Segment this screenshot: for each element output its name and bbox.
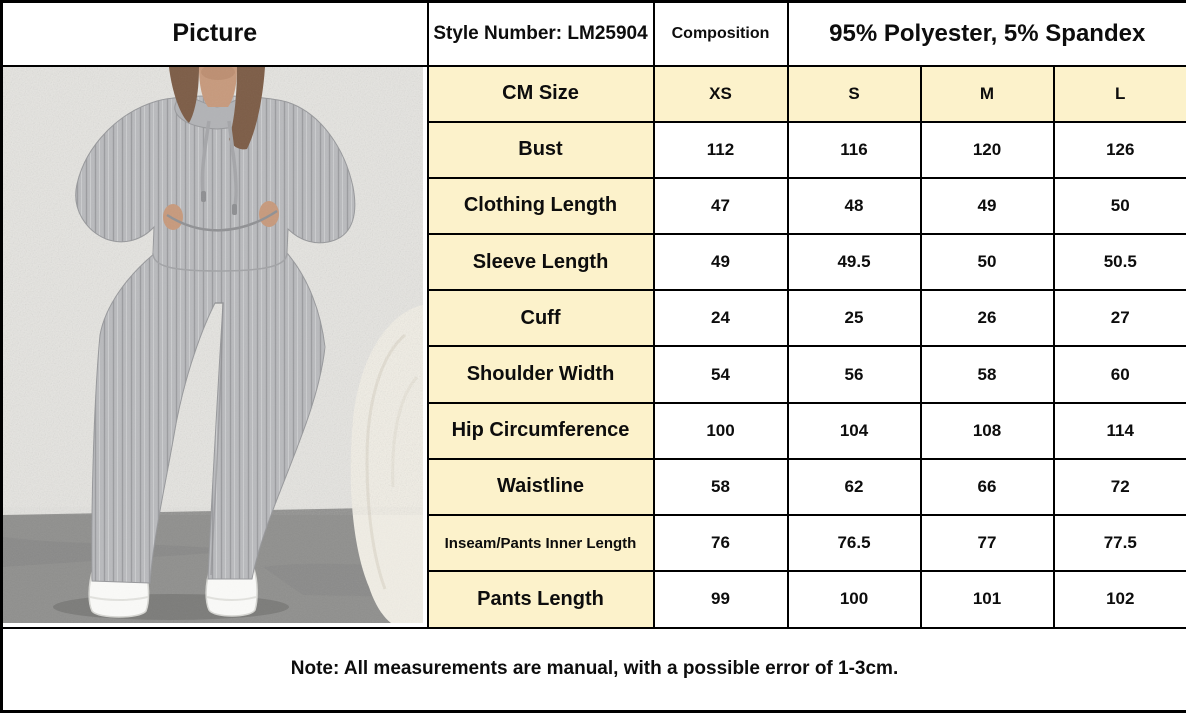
- row-label: Cuff: [428, 290, 654, 346]
- style-number: Style Number: LM25904: [428, 2, 654, 66]
- note-row: [2, 628, 1186, 712]
- measurement-value: 108: [921, 403, 1054, 459]
- size-header-row: [2, 66, 1186, 122]
- measurement-value: 56: [788, 346, 921, 402]
- measurement-value: 100: [788, 571, 921, 627]
- measurement-value: 112: [654, 122, 788, 178]
- measurement-value: 100: [654, 403, 788, 459]
- row-label: CM Size: [428, 66, 654, 122]
- measurement-value: 62: [788, 459, 921, 515]
- measurement-value: 76.5: [788, 515, 921, 571]
- measurement-value: 58: [921, 346, 1054, 402]
- measurement-value: 114: [1054, 403, 1186, 459]
- note-text: Note: All measurements are manual, with a possible error of 1-3cm.: [2, 628, 1186, 712]
- row-label: Sleeve Length: [428, 234, 654, 290]
- measurement-value: 104: [788, 403, 921, 459]
- measurement-value: 120: [921, 122, 1054, 178]
- composition-label: Composition: [654, 2, 788, 66]
- measurement-value: 49.5: [788, 234, 921, 290]
- measurement-value: 27: [1054, 290, 1186, 346]
- row-label: Hip Circumference: [428, 403, 654, 459]
- measurement-value: 49: [921, 178, 1054, 234]
- measurement-value: 101: [921, 571, 1054, 627]
- measurement-value: 26: [921, 290, 1054, 346]
- row-label: Pants Length: [428, 571, 654, 627]
- measurement-value: 24: [654, 290, 788, 346]
- measurement-value: 58: [654, 459, 788, 515]
- measurement-value: 66: [921, 459, 1054, 515]
- row-label: Bust: [428, 122, 654, 178]
- measurement-value: 77: [921, 515, 1054, 571]
- picture-column-header: Picture: [2, 2, 428, 66]
- measurement-value: 49: [654, 234, 788, 290]
- measurement-value: 54: [654, 346, 788, 402]
- measurement-value: 76: [654, 515, 788, 571]
- size-header: S: [788, 66, 921, 122]
- row-label: Clothing Length: [428, 178, 654, 234]
- measurement-value: 50: [921, 234, 1054, 290]
- measurement-value: 48: [788, 178, 921, 234]
- product-photo-illustration: [3, 67, 423, 623]
- size-header: M: [921, 66, 1054, 122]
- product-photo: [2, 66, 428, 628]
- measurement-value: 99: [654, 571, 788, 627]
- measurement-value: 116: [788, 122, 921, 178]
- size-header: XS: [654, 66, 788, 122]
- measurement-value: 72: [1054, 459, 1186, 515]
- header-row: [2, 2, 1186, 66]
- measurement-value: 60: [1054, 346, 1186, 402]
- measurement-value: 50.5: [1054, 234, 1186, 290]
- measurement-value: 77.5: [1054, 515, 1186, 571]
- size-header: L: [1054, 66, 1186, 122]
- measurement-value: 25: [788, 290, 921, 346]
- measurement-value: 50: [1054, 178, 1186, 234]
- measurement-value: 102: [1054, 571, 1186, 627]
- row-label: Inseam/Pants Inner Length: [428, 515, 654, 571]
- measurement-value: 126: [1054, 122, 1186, 178]
- measurement-value: 47: [654, 178, 788, 234]
- row-label: Shoulder Width: [428, 346, 654, 402]
- composition-value: 95% Polyester, 5% Spandex: [788, 2, 1186, 66]
- row-label: Waistline: [428, 459, 654, 515]
